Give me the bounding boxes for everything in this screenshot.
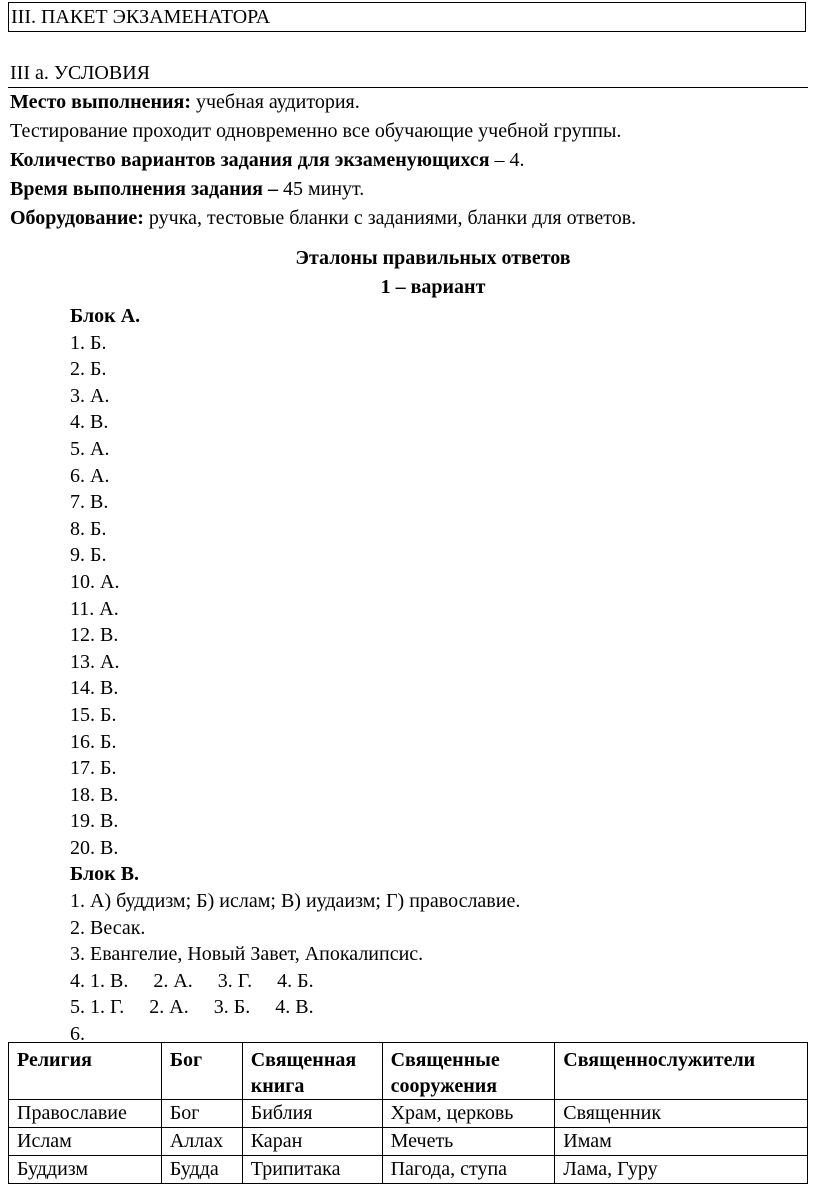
block-b-title: Блок В.: [70, 863, 140, 886]
list-item: 8. Б.: [70, 517, 107, 540]
header-god: Бог: [161, 1043, 242, 1100]
list-item: 1. Б.: [70, 331, 107, 354]
table-cell: Имам: [555, 1128, 808, 1156]
place-label: Место выполнения:: [10, 91, 191, 113]
time-value: 45 минут.: [277, 178, 365, 200]
table-row: [9, 1100, 808, 1128]
table-cell: Православие: [9, 1100, 162, 1128]
list-item: 15. Б.: [70, 703, 117, 726]
table-cell: Священник: [555, 1100, 808, 1128]
table-header-row: [9, 1043, 808, 1100]
table-cell: Аллах: [161, 1128, 242, 1156]
list-item: 3. Евангелие, Новый Завет, Апокалипсис.: [70, 943, 424, 966]
equipment-value: ручка, тестовые бланки с заданиями, бланки для ответов.: [143, 207, 637, 229]
table-cell: Буддизм: [9, 1156, 162, 1184]
testing-note: Тестирование проходит одновременно все обучающие учебной группы.: [10, 120, 622, 142]
list-item: 9. Б.: [70, 544, 107, 567]
list-item: 10. А.: [70, 570, 120, 593]
table-cell: Будда: [161, 1156, 242, 1184]
header-religion: Религия: [9, 1043, 162, 1100]
list-item: 19. В.: [70, 810, 119, 833]
table-row: [9, 1156, 808, 1184]
list-item: 13. А.: [70, 650, 120, 673]
list-item: 4. В.: [70, 411, 109, 434]
answers-heading: Эталоны правильных ответов: [295, 247, 571, 269]
list-item: 5. А.: [70, 437, 110, 460]
answers-list: [70, 303, 520, 1048]
time-line: [10, 175, 810, 204]
table-cell: Библия: [242, 1100, 382, 1128]
list-item: 18. В.: [70, 783, 119, 806]
table-cell: Ислам: [9, 1128, 162, 1156]
variants-label: Количество вариантов задания для экзаменующихся: [10, 149, 490, 171]
conditions: [10, 88, 810, 233]
list-item: 1. А) буддизм; Б) ислам; В) иудаизм; Г) православие.: [70, 890, 521, 913]
table-cell: Бог: [161, 1100, 242, 1128]
list-item: 14. В.: [70, 677, 119, 700]
list-item: 17. Б.: [70, 757, 117, 780]
table-cell: Мечеть: [382, 1128, 555, 1156]
variant-title: 1 – вариант: [380, 276, 486, 298]
table-cell: Трипитака: [242, 1156, 382, 1184]
section-title: III. ПАКЕТ ЭКЗАМЕНАТОРА: [8, 2, 806, 32]
list-item: 7. В.: [70, 491, 109, 514]
table-cell: Храм, церковь: [382, 1100, 555, 1128]
list-item: 2. Весак.: [70, 916, 146, 939]
table-cell: Пагода, ступа: [382, 1156, 555, 1184]
variants-value: – 4.: [489, 149, 525, 171]
place-value: учебная аудитория.: [191, 91, 360, 113]
equipment-line: [10, 204, 810, 233]
header-sacred-buildings: Священные сооружения: [382, 1043, 555, 1100]
list-item: 6. А.: [70, 464, 110, 487]
equipment-label: Оборудование:: [10, 207, 144, 229]
list-item: 16. Б.: [70, 730, 117, 753]
time-label: Время выполнения задания –: [10, 178, 278, 200]
place-line: [10, 88, 810, 117]
list-item: 6.: [70, 1023, 85, 1046]
religion-table: [8, 1042, 808, 1184]
table-cell: Лама, Гуру: [555, 1156, 808, 1184]
variants-line: [10, 146, 810, 175]
list-item: 20. В.: [70, 836, 119, 859]
block-a-title: Блок А.: [70, 305, 141, 327]
list-item: 5. 1. Г. 2. А. 3. Б. 4. В.: [70, 996, 314, 1019]
list-item: 4. 1. В. 2. А. 3. Г. 4. Б.: [70, 969, 314, 992]
header-clergy: Священнослужители: [555, 1043, 808, 1100]
list-item: 12. В.: [70, 624, 119, 647]
table-cell: Каран: [242, 1128, 382, 1156]
list-item: 3. А.: [70, 384, 110, 407]
list-item: 2. Б.: [70, 358, 107, 381]
table-row: [9, 1128, 808, 1156]
header-sacred-book: Священная книга: [242, 1043, 382, 1100]
list-item: 11. А.: [70, 597, 119, 620]
subsection-title: III а. УСЛОВИЯ: [8, 58, 808, 88]
